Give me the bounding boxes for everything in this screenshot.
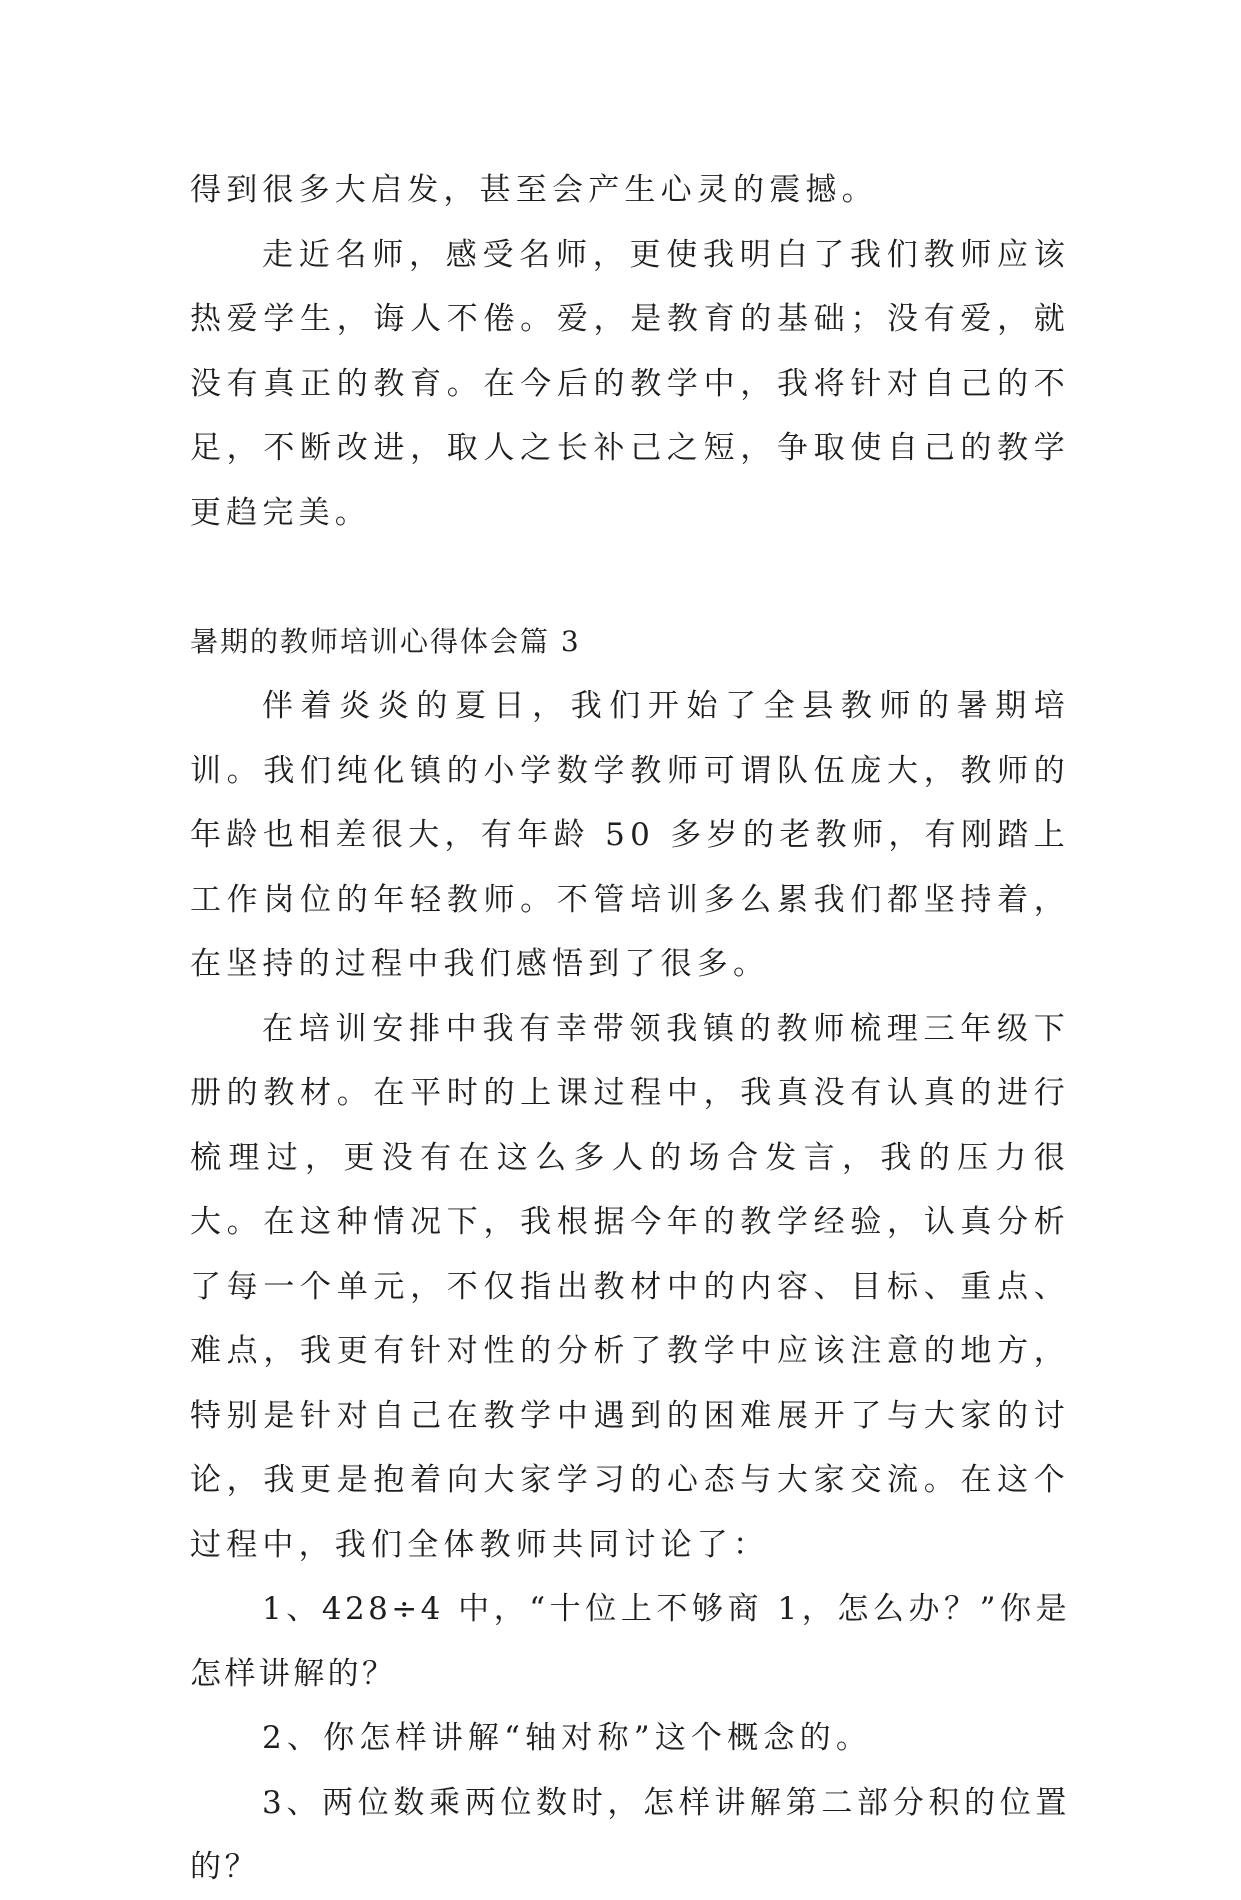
document-body: [190, 158, 1070, 1900]
question-2: 2、你怎样讲解“轴对称”这个概念的。: [262, 1720, 873, 1756]
section-heading: 暑期的教师培训心得体会篇 3: [190, 624, 581, 658]
question-3: 3、两位数乘两位数时，怎样讲解第二部分积的位置的？: [190, 1784, 1070, 1885]
paragraph-textbook-review: 在培训安排中我有幸带领我镇的教师梳理三年级下册的教材。在平时的上课过程中，我真没有认真的进行梳理过，更没有在这么多人的场合发言，我的压力很大。在这种情况下，我根据今年的教学经验，认真分析了每一个单元，不仅指出教材中的内容、目标、重点、难点，我更有针对性的分析了教学中应该注意的地方，特别是针对自己在教学中遇到的困难展开了与大家的讨论，我更是抱着向大家学习的心态与大家交流。在这个过程中，我们全体教师共同讨论了：: [190, 1010, 1070, 1563]
question-1: 1、428÷4 中，“十位上不够商 1，怎么办？”你是怎样讲解的？: [190, 1591, 1070, 1692]
paragraph-summer-training: 伴着炎炎的夏日，我们开始了全县教师的暑期培训。我们纯化镇的小学数学教师可谓队伍庞大，教师的年龄也相差很大，有年龄 50 多岁的老教师，有刚踏上工作岗位的年轻教师。不管培训多么累我们都坚持着，在坚持的过程中我们感悟到了很多。: [190, 688, 1070, 982]
paragraph-continuation: 得到很多大启发，甚至会产生心灵的震撼。: [190, 172, 878, 208]
paragraph-famous-teachers: 走近名师，感受名师，更使我明白了我们教师应该热爱学生，诲人不倦。爱，是教育的基础；没有爱，就没有真正的教育。在今后的教学中，我将针对自己的不足，不断改进，取人之长补己之短，争取使自己的教学更趋完美。: [190, 236, 1070, 531]
